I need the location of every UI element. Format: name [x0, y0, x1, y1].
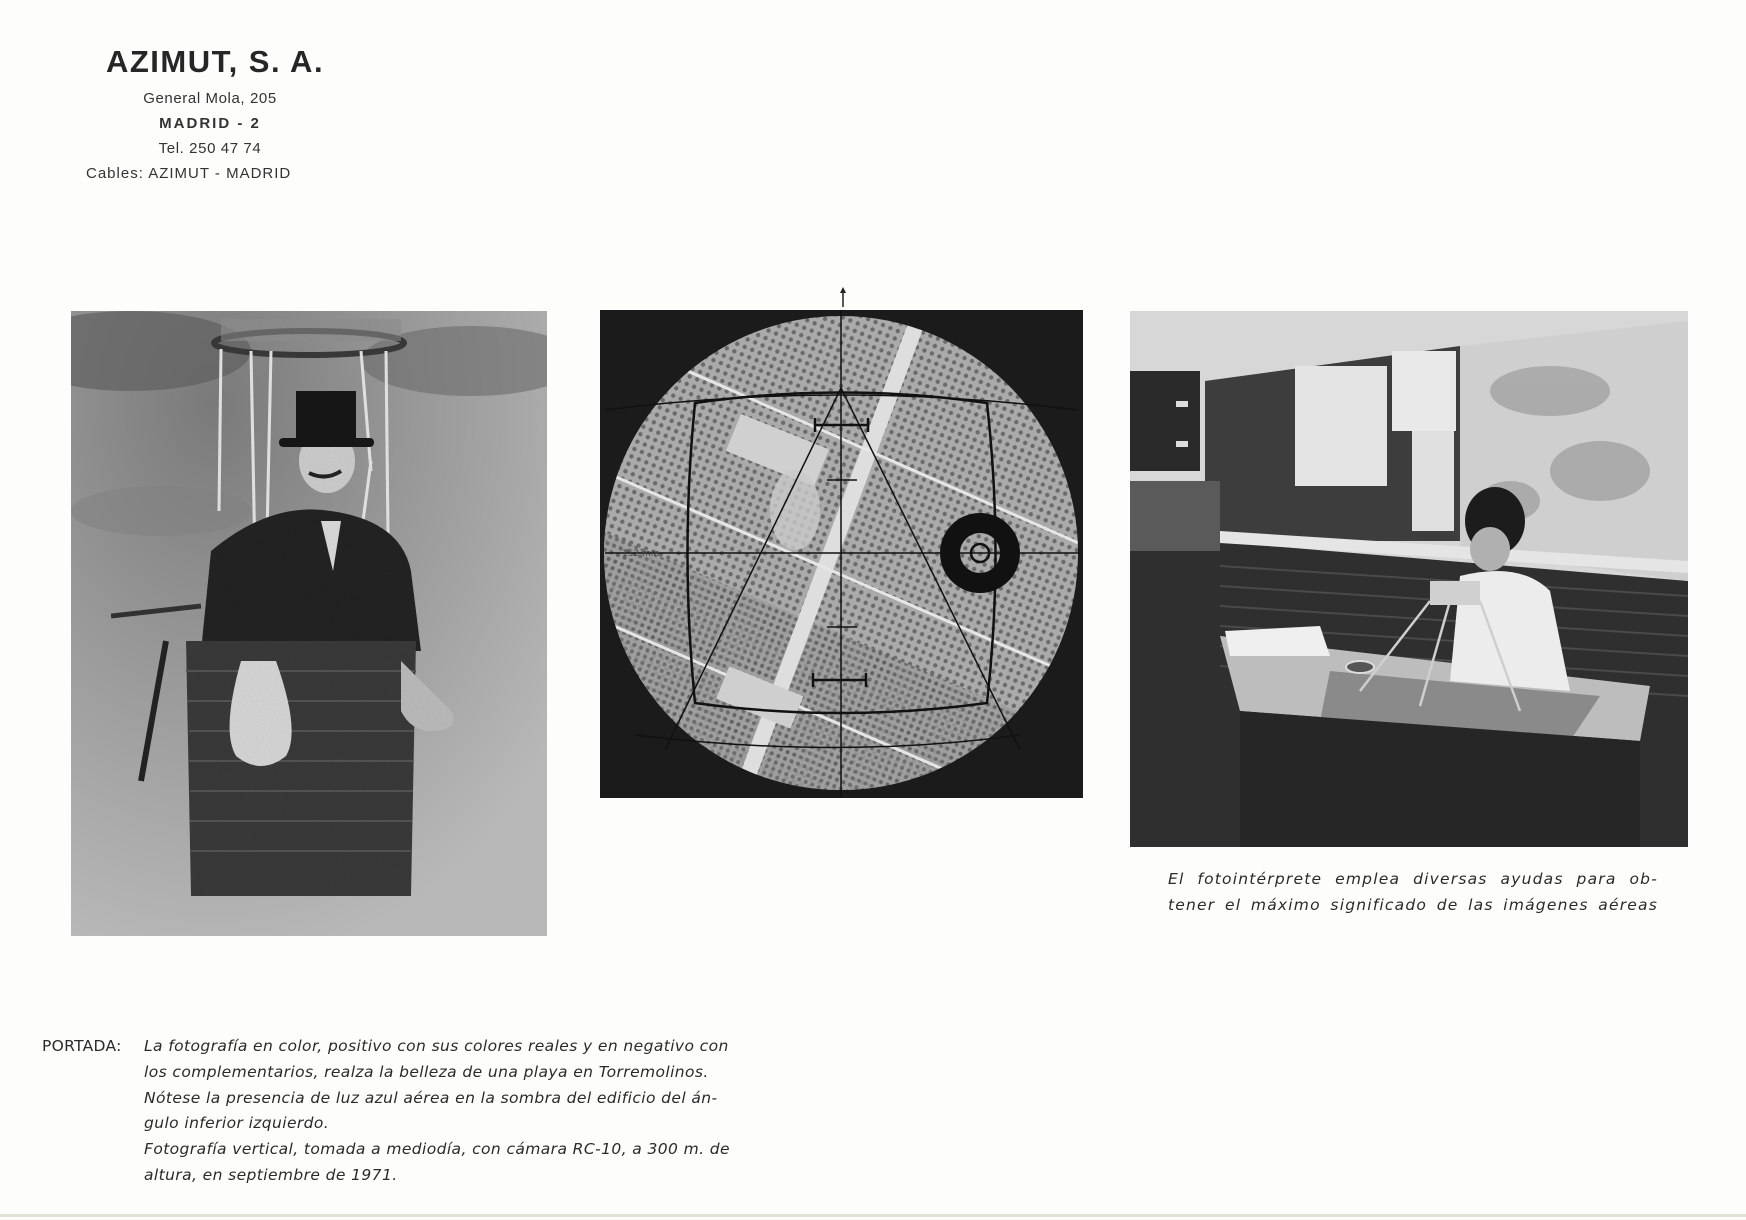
focal-length-label: 152 mm — [622, 549, 660, 559]
page-edge-divider — [0, 1214, 1746, 1217]
cover-note-line: Fotografía vertical, tomada a mediodía, con cámara RC-10, a 300 m. de — [144, 1140, 730, 1159]
street-address: General Mola, 205 — [143, 90, 277, 107]
balloon-photo — [71, 311, 547, 936]
cover-note-line: La fotografía en color, positivo con sus colores reales y en negativo con — [144, 1037, 729, 1055]
lab-photo — [1130, 311, 1688, 847]
cables-address: Cables: AZIMUT - MADRID — [86, 165, 292, 182]
caption-line: El fotointérprete emplea diversas ayudas para ob- — [1168, 870, 1658, 888]
company-name: AZIMUT, S. A. — [105, 44, 325, 79]
caption-line: tener el máximo significado de las imágenes aéreas — [1168, 896, 1658, 914]
lab-photo-caption — [1168, 866, 1658, 918]
cover-note-text — [144, 1034, 822, 1189]
phone: Tel. 250 47 74 — [158, 140, 262, 157]
cover-note-line: gulo inferior izquierdo. — [144, 1114, 330, 1133]
cover-note-line: altura, en septiembre de 1971. — [144, 1165, 398, 1184]
aerial-photo-frame — [600, 310, 1083, 798]
letterhead — [60, 44, 360, 186]
cover-note — [42, 1034, 822, 1189]
cover-note-line: los complementarios, realza la belleza de una playa en Torremolinos. — [144, 1062, 709, 1081]
city: MADRID - 2 — [159, 115, 261, 132]
cover-note-line: Nótese la presencia de luz azul aérea en la sombra del edificio del án- — [144, 1088, 718, 1107]
cover-note-label: PORTADA: — [42, 1037, 122, 1055]
north-arrow-icon — [839, 287, 847, 307]
